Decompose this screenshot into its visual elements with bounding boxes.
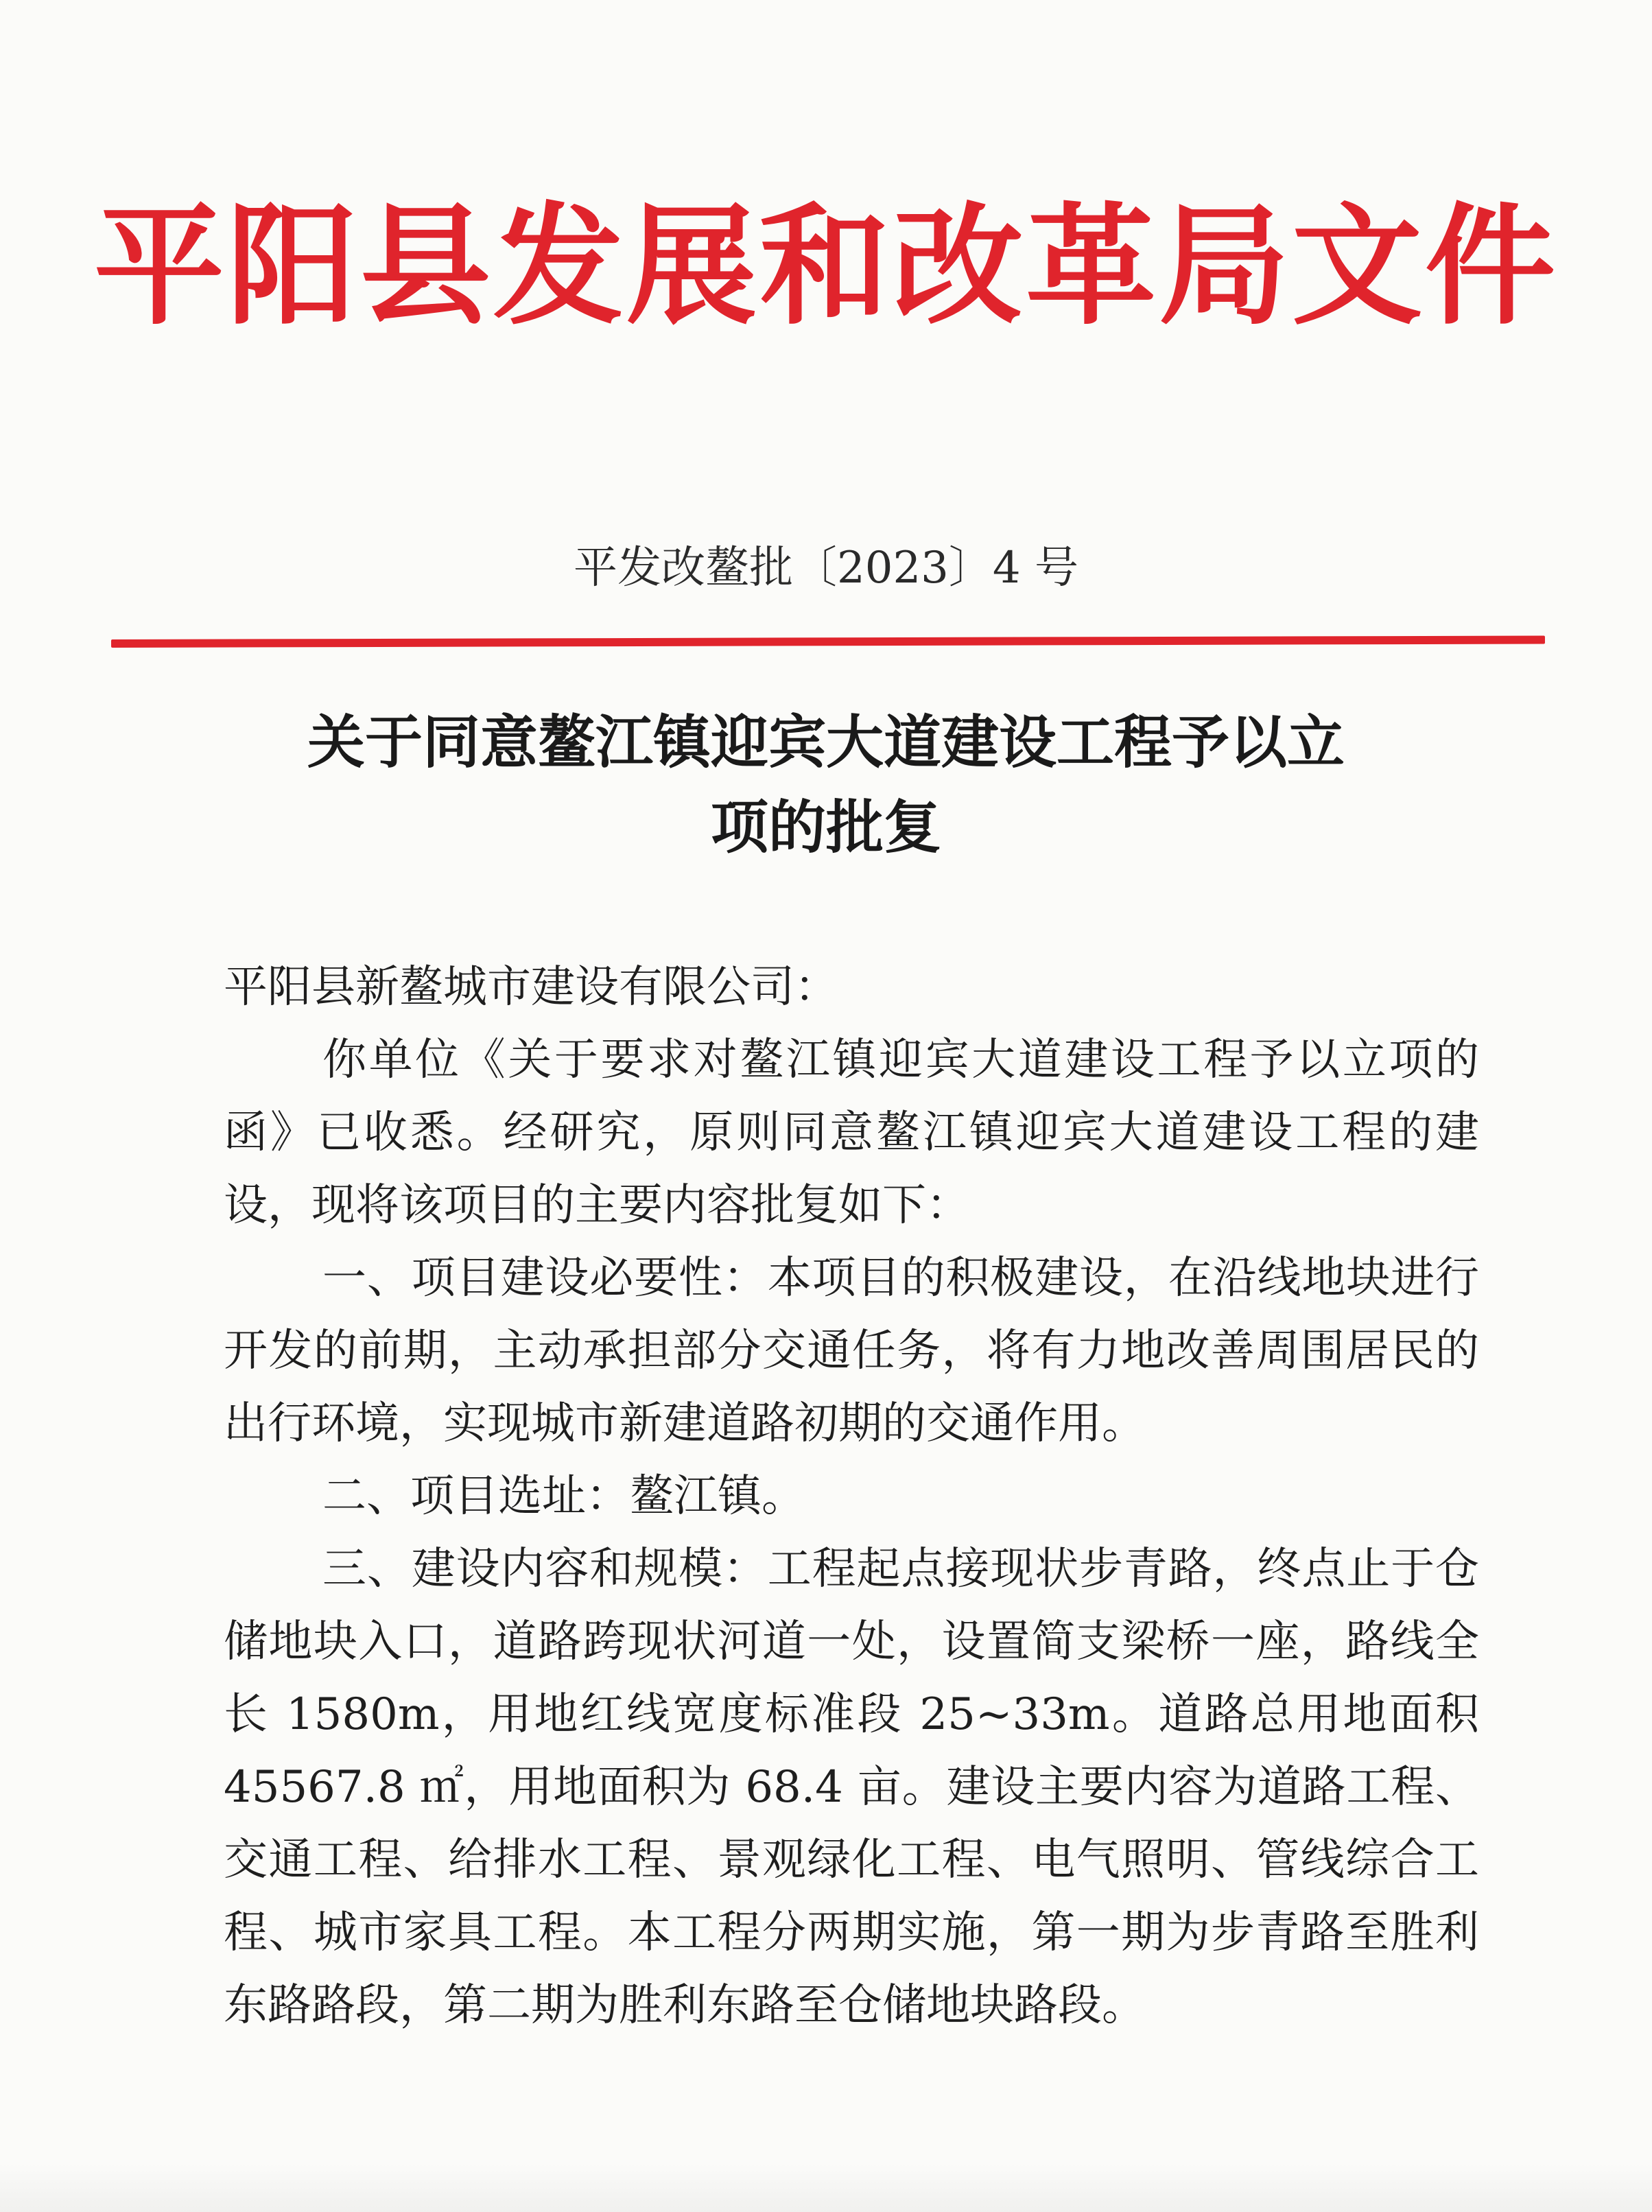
document-title-line-1: 关于同意鳌江镇迎宾大道建设工程予以立 (307, 709, 1345, 776)
red-divider-line (111, 636, 1545, 648)
paragraph-scope: 三、建设内容和规模：工程起点接现状步青路，终点止于仓储地块入口，道路跨现状河道一处，设置简支梁桥一座，路线全长 1580m，用地红线宽度标准段 25~33m。道路总用地面积 45567.8 ㎡，用地面积为 68.4 亩。建设主要内容为道路工程、交通工程、给排水工程、景观绿化工程、电气照明、管线综合工程、城市家具工程。本工程分两期实施，第一期为步青路至胜利东路路段，第二期为胜利东路至仓储地块路段。 (224, 1544, 1479, 2031)
page-bottom-shadow (0, 2164, 1652, 2212)
document-number: 平发改鳌批〔2023〕4 号 (574, 543, 1078, 593)
document-title-line-2: 项的批复 (710, 794, 941, 861)
document-body (224, 951, 1479, 2042)
issuer-heading: 平阳县发展和改革局文件 (93, 189, 1558, 342)
paragraph-necessity: 一、项目建设必要性：本项目的积极建设，在沿线地块进行开发的前期，主动承担部分交通任务，将有力地改善周围居民的出行环境，实现城市新建道路初期的交通作用。 (224, 1253, 1479, 1449)
paragraph-intro: 你单位《关于要求对鳌江镇迎宾大道建设工程予以立项的函》已收悉。经研究，原则同意鳌江镇迎宾大道建设工程的建设，现将该项目的主要内容批复如下： (224, 1035, 1479, 1231)
document-title (137, 700, 1515, 870)
salutation: 平阳县新鳌城市建设有限公司： (224, 962, 838, 1013)
paragraph-location: 二、项目选址：鳌江镇。 (322, 1471, 805, 1522)
